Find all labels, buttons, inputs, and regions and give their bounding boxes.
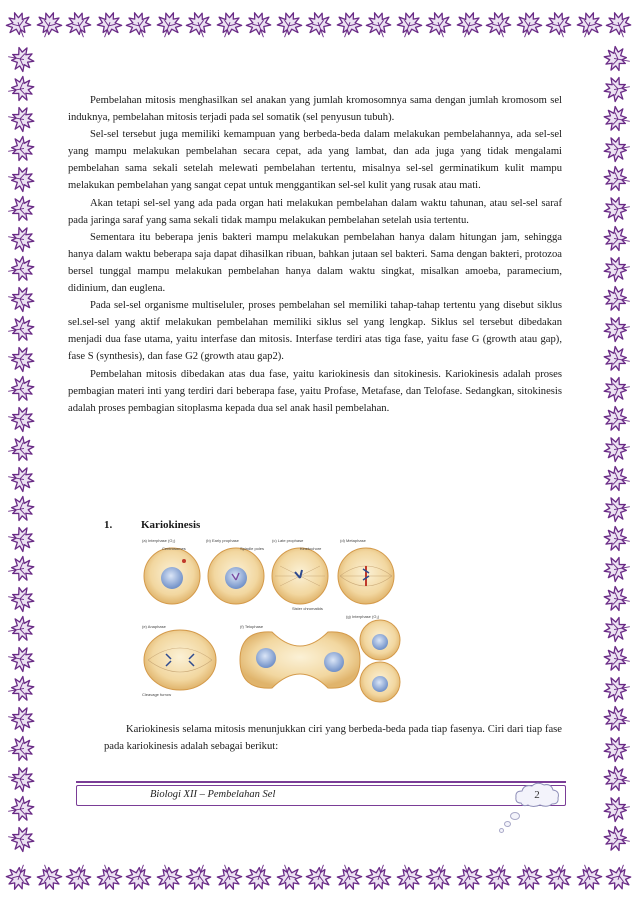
maple-leaf-icon (600, 822, 635, 857)
page-number: 2 (534, 789, 540, 801)
cell-early-prophase (208, 548, 264, 604)
figure-label: Cleavage furrow (142, 692, 172, 697)
bubble-icon (504, 821, 511, 827)
paragraph: Sementara itu beberapa jenis bakteri mampu melakukan pembelahan hanya dalam hitungan jam, sehingga hanya dalam waktu beberapa saja dapat dihasilkan ribuan, bahkan jutaan sel bakteri. Sama dengan bakteri, protozoa bersel tunggal mampu melakukan pembelahan hanya dalam waktu singkat, misalkan amoeba, paramecium, didinium, dan euglena. (68, 231, 562, 295)
section-number: 1. (104, 519, 113, 531)
figure-label: (d) Metaphase (340, 538, 366, 543)
paragraph: Akan tetapi sel-sel yang ada pada organ hati melakukan pembelahan dalam waktu tahunan, atau sel-sel saraf pada jaringa saraf yang sama sekali tidak mampu melakukan pembelahan setelah usia tertentu. (68, 197, 562, 226)
cell-interphase-g1 (360, 620, 400, 702)
footer-rule (76, 781, 566, 783)
bubble-icon (499, 828, 504, 833)
bubble-icon (510, 812, 520, 820)
maple-leaf-icon (600, 858, 638, 896)
cell-interphase-g2 (144, 548, 200, 604)
section-title: Kariokinesis (141, 519, 201, 531)
cell-metaphase (338, 548, 394, 604)
cell-late-prophase (272, 548, 328, 604)
maple-leaf-icon (4, 822, 39, 857)
figure-label: (a) Interphase (G₂) (142, 538, 176, 543)
figure-label: (b) Early prophase (206, 538, 239, 543)
figure-label: (c) Late prophase (272, 538, 304, 543)
section-heading (104, 519, 200, 531)
figure-label: (g) Interphase (G₁) (346, 614, 380, 619)
cell-telophase (240, 632, 360, 688)
after-figure-text (104, 721, 562, 755)
paragraph: Pembelahan mitosis menghasilkan sel anakan yang jumlah kromosomnya sama dengan jumlah kromosom sel induknya, pembelahan mitosis terjadi pada sel somatik (sel penyusun tubuh). (68, 95, 562, 124)
figure-label: Centrosomes (162, 546, 186, 551)
cell-anaphase (144, 630, 216, 690)
figure-label: Kinetochore (300, 546, 322, 551)
maple-leaf-icon (600, 6, 638, 44)
figure-label: Spindle poles (240, 546, 265, 551)
body-text (68, 92, 562, 417)
paragraph: Pada sel-sel organisme multiseluler, proses pembelahan sel memiliki tahap-tahap tertentu yang disebut siklus sel.sel-sel yang aktif melakukan pembelahan memiliki siklus sel yang lengkap. Siklus sel tersebut dibedakan menjadi dua fase utama, yaitu interfase dan mitosis. Interfase terdiri atas tiga fase, yaitu fase G (growth atau gap), fase S (synthesis), dan fase G2 (growth atau gap2). (68, 300, 562, 363)
figure-label: (f) Telophase (240, 624, 264, 629)
paragraph: Pembelahan mitosis dibedakan atas dua fase, yaitu kariokinesis dan sitokinesis. Kariokinesis adalah proses pembagian materi inti yang terdiri dari beberapa fase, yaitu Profase, Metafase, dan Telofase. Sedangkan, sitokinesis adalah proses pembagian sitoplasma kepada dua sel anak hasil pembelahan. (68, 368, 562, 414)
figure-label: (e) Anaphase (142, 624, 166, 629)
paragraph: Sel-sel tersebut juga memiliki kemampuan yang berbeda-beda dalam melakukan pembelahannya, ada sel-sel yang mampu melakukan pembelahan secara cepat, ada yang lambat, dan ada juga yang tidak mengalami pembelahan sama sekali setelah melewati pembelahan tertentu, misalnya sel-sel germinatikum kulit mampu melakukan pembelahan yang sangat cepat untuk menggantikan sel-sel kulit yang rusak atau mati. (68, 129, 562, 192)
footer-title: Biologi XII – Pembelahan Sel (150, 789, 276, 800)
figure-label: Sister chromatids (292, 606, 323, 611)
mitosis-diagram (140, 536, 402, 710)
paragraph: Kariokinesis selama mitosis menunjukkan ciri yang berbeda-beda pada tiap fasenya. Ciri dari tiap fase pada kariokinesis adalah sebagai berikut: (104, 724, 562, 753)
